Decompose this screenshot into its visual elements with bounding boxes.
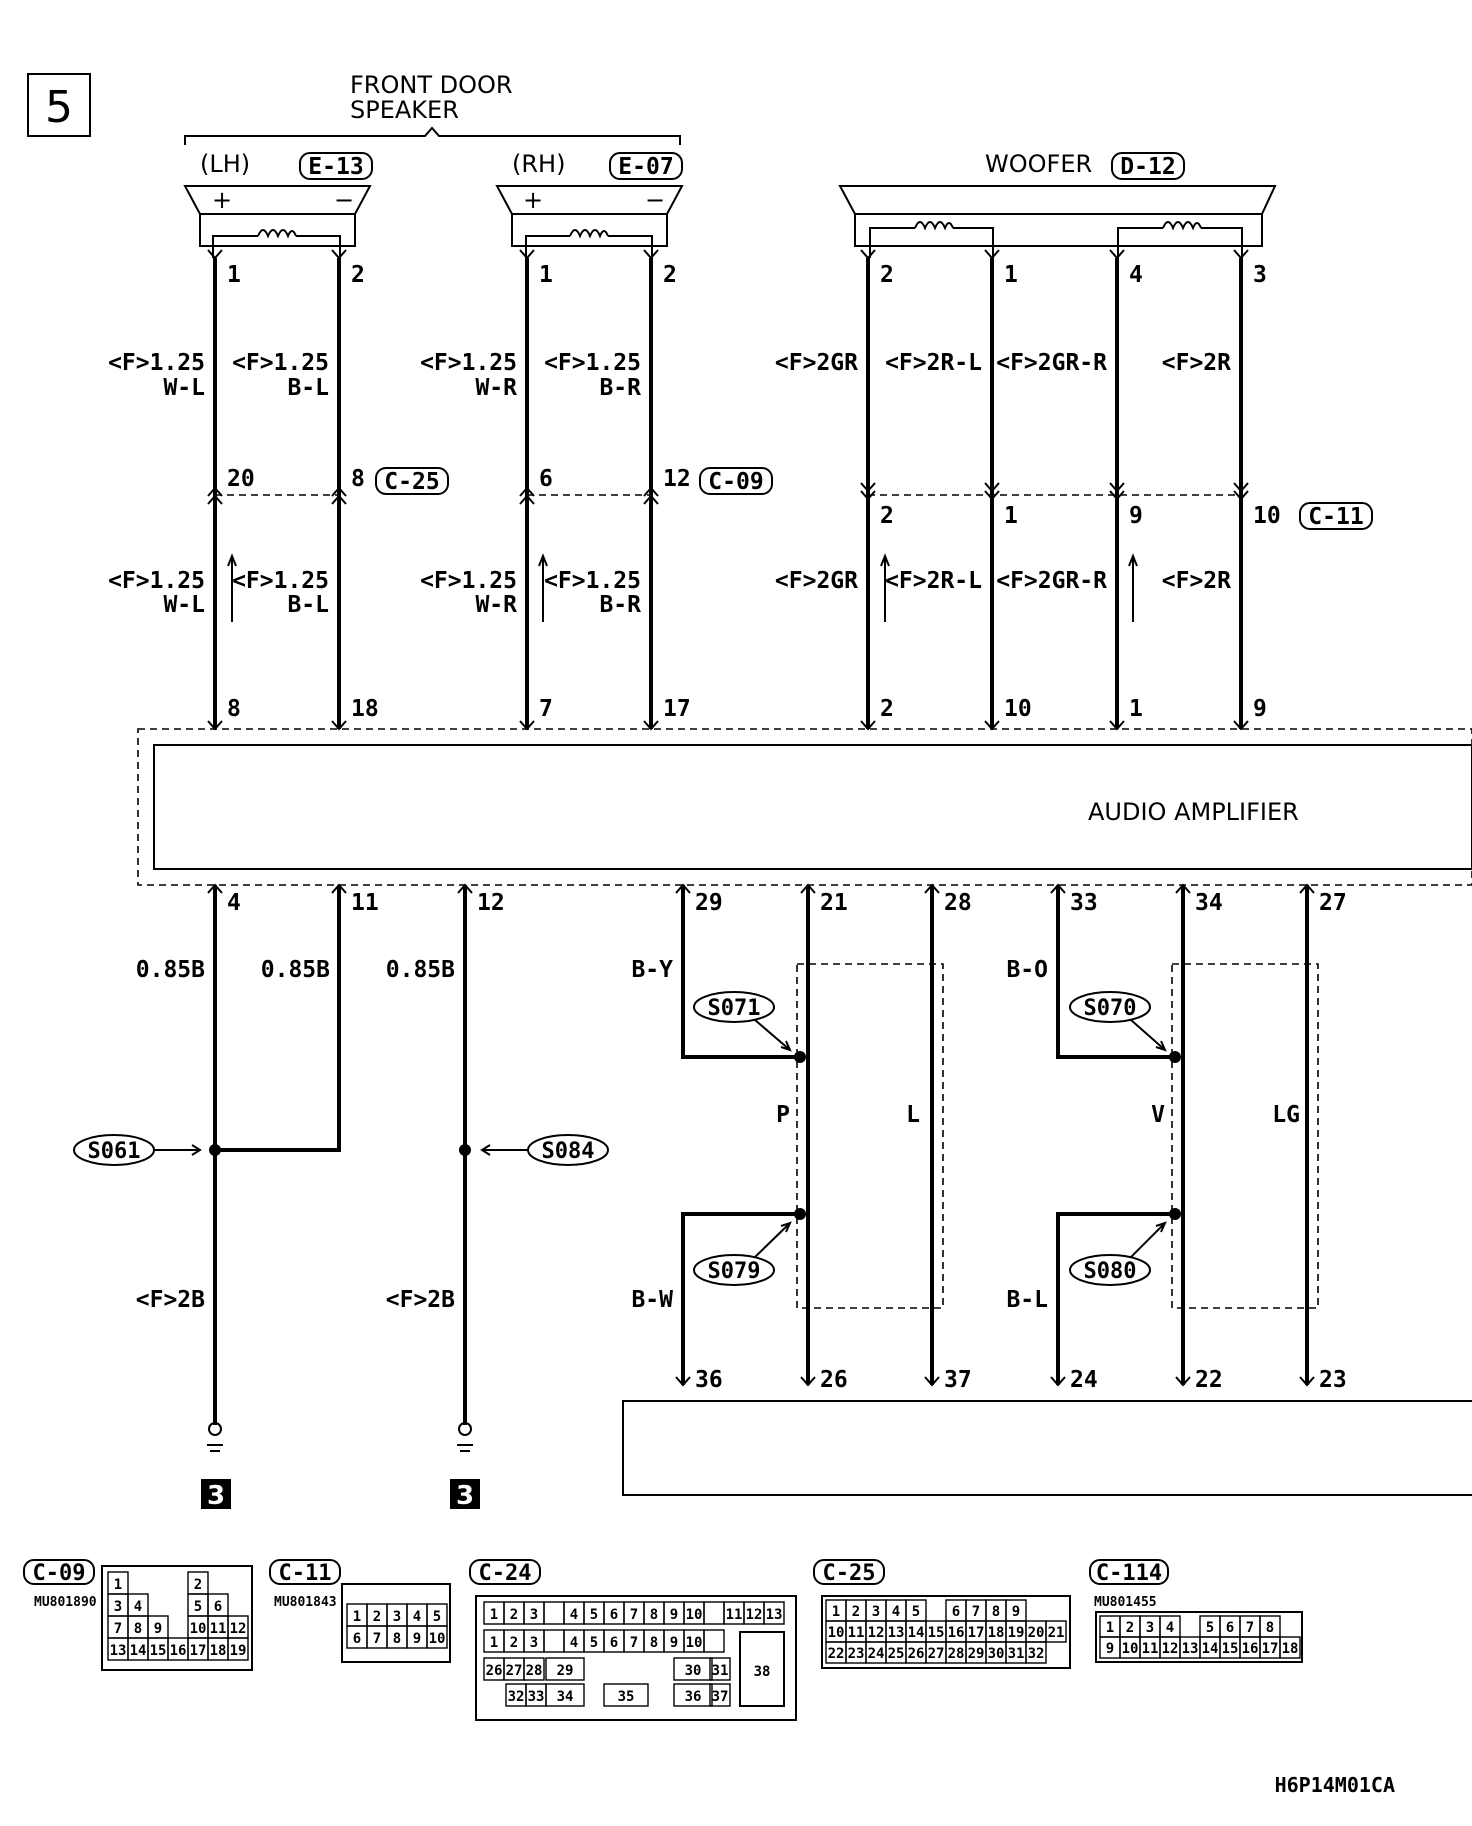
splice-s071-node bbox=[794, 1051, 806, 1063]
splice-s080-label: S080 bbox=[1083, 1259, 1137, 1284]
legend-c25-pin: 7 bbox=[971, 1604, 981, 1620]
legend-c09-pin: 15 bbox=[149, 1643, 167, 1659]
ground-ref-rh: 3 bbox=[455, 1481, 475, 1511]
rh-speaker-connector: E-07 bbox=[618, 154, 674, 180]
speaker-wire-5-bottom-pin: 2 bbox=[880, 696, 894, 722]
speaker-wire-6-bottom-pin: 10 bbox=[1004, 696, 1032, 722]
v-lg-inline-connector bbox=[1172, 964, 1318, 1308]
speaker-wire-3-bottom-pin: 7 bbox=[539, 696, 553, 722]
speaker-wire-5-top-pin: 2 bbox=[880, 262, 894, 288]
speaker-wire-4-lower-code: <F>1.25 bbox=[544, 568, 641, 594]
woofer-label: WOOFER bbox=[985, 150, 1093, 178]
splice-s071-arrow bbox=[755, 1020, 790, 1050]
woofer-coil-2 bbox=[1118, 222, 1242, 258]
connector-legend bbox=[24, 1560, 1302, 1720]
output-wire-5-color: P bbox=[776, 1102, 790, 1128]
page-number: 5 bbox=[45, 82, 73, 133]
legend-c24-r4-pin: 35 bbox=[617, 1689, 635, 1705]
legend-c114-pin: 3 bbox=[1145, 1620, 1155, 1636]
splice-s079-node bbox=[794, 1208, 806, 1220]
speaker-wire-4-upper-color: B-R bbox=[599, 375, 641, 401]
splice-s084-arrow bbox=[482, 1145, 528, 1155]
legend-c24-r1-pin: 5 bbox=[589, 1607, 599, 1623]
legend-c25-pin: 21 bbox=[1047, 1625, 1065, 1641]
speaker-wire-6-mid-lower-pin: 1 bbox=[1004, 503, 1018, 529]
legend-c09-pin: 5 bbox=[193, 1599, 203, 1615]
ground-wire-lh-code: <F>2B bbox=[135, 1287, 205, 1313]
speaker-wire-7-top-pin: 4 bbox=[1129, 262, 1143, 288]
legend-c25-pin: 19 bbox=[1007, 1625, 1025, 1641]
legend-c09-pin: 3 bbox=[113, 1599, 123, 1615]
lh-speaker-side: (LH) bbox=[200, 150, 251, 178]
legend-c09-pin: 17 bbox=[189, 1643, 207, 1659]
output-wire-1-color: 0.85B bbox=[135, 957, 205, 983]
c09-mid-tag: C-09 bbox=[708, 469, 764, 495]
legend-c25-pin: 3 bbox=[871, 1604, 881, 1620]
output-wire-7-pin: 33 bbox=[1070, 890, 1098, 916]
legend-c25-pin: 10 bbox=[827, 1625, 845, 1641]
legend-c114-pin: 9 bbox=[1105, 1641, 1115, 1657]
legend-c11-pin: 8 bbox=[392, 1631, 402, 1647]
legend-c24-big-pin: 38 bbox=[753, 1664, 771, 1680]
legend-c24-r1-pin: 8 bbox=[649, 1607, 659, 1623]
legend-c114-pin: 10 bbox=[1121, 1641, 1139, 1657]
legend-c114-pin: 13 bbox=[1181, 1641, 1199, 1657]
speaker-wire-6-top-pin: 1 bbox=[1004, 262, 1018, 288]
speaker-wire-1-bottom-pin: 8 bbox=[227, 696, 241, 722]
legend-c114-pin: 18 bbox=[1281, 1641, 1299, 1657]
woofer-symbol bbox=[840, 186, 1275, 246]
legend-c25-pin: 31 bbox=[1007, 1646, 1025, 1662]
speaker-wire-1-top-fork bbox=[208, 250, 222, 258]
legend-c25-pin: 24 bbox=[867, 1646, 885, 1662]
speaker-wire-group bbox=[108, 250, 1281, 729]
signal-direction-arrow-4 bbox=[1129, 556, 1137, 622]
lh-speaker-plus: + bbox=[212, 186, 233, 214]
lh-speaker-minus: − bbox=[334, 186, 355, 214]
legend-c114-part: MU801455 bbox=[1094, 1595, 1157, 1610]
legend-c25-pin: 22 bbox=[827, 1646, 845, 1662]
legend-c25-pin: 30 bbox=[987, 1646, 1005, 1662]
legend-c24-r2-pin: 9 bbox=[669, 1635, 679, 1651]
legend-c24-r4-pin: 37 bbox=[711, 1689, 729, 1705]
speaker-wire-6-lower-code: <F>2R-L bbox=[885, 568, 982, 594]
ground-symbol-lh bbox=[207, 1423, 223, 1451]
speaker-wire-8-bottom-pin: 9 bbox=[1253, 696, 1267, 722]
speaker-wire-2-lower-code: <F>1.25 bbox=[232, 568, 329, 594]
legend-c09-part: MU801890 bbox=[34, 1595, 97, 1610]
legend-c24-r4-pin: 33 bbox=[527, 1689, 545, 1705]
output-wire-6-pin: 28 bbox=[944, 890, 972, 916]
legend-c25-pin: 1 bbox=[831, 1604, 841, 1620]
figure-code: H6P14M01CA bbox=[1274, 1773, 1395, 1797]
lh-speaker-connector: E-13 bbox=[308, 154, 364, 180]
speaker-wire-2-upper-code: <F>1.25 bbox=[232, 350, 329, 376]
speaker-wire-8-top-pin: 3 bbox=[1253, 262, 1267, 288]
speaker-wire-1-mid-upper-pin: 20 bbox=[227, 466, 255, 492]
speaker-wire-7-bottom-pin: 1 bbox=[1129, 696, 1143, 722]
legend-c11-pin: 4 bbox=[412, 1609, 422, 1625]
output-wire-5-pin: 21 bbox=[820, 890, 848, 916]
speaker-wire-2-bottom-pin: 18 bbox=[351, 696, 379, 722]
output-wire-8-color: V bbox=[1151, 1102, 1165, 1128]
legend-c24-r1-pin: 11 bbox=[725, 1607, 743, 1623]
legend-c24-r2-cell bbox=[704, 1630, 724, 1652]
splice-s084-node bbox=[459, 1144, 471, 1156]
output-wire-2-color: 0.85B bbox=[260, 957, 330, 983]
b-w-branch bbox=[683, 1214, 800, 1385]
speaker-wire-8-upper-code: <F>2R bbox=[1161, 350, 1231, 376]
output-wire-6-color: L bbox=[906, 1102, 920, 1128]
speaker-wire-2-top-pin: 2 bbox=[351, 262, 365, 288]
legend-c09-pin: 16 bbox=[169, 1643, 187, 1659]
legend-c114-pin: 17 bbox=[1261, 1641, 1279, 1657]
legend-c09-pin: 4 bbox=[133, 1599, 143, 1615]
splice-s079-arrow bbox=[755, 1223, 790, 1257]
speaker-wire-3-mid-upper-pin: 6 bbox=[539, 466, 553, 492]
speaker-wire-8-mid-lower-pin: 10 bbox=[1253, 503, 1281, 529]
legend-c24-r1-pin: 7 bbox=[629, 1607, 639, 1623]
legend-c24-r3-pin: 27 bbox=[505, 1663, 523, 1679]
legend-c24-r1-pin: 9 bbox=[669, 1607, 679, 1623]
speaker-wire-1-top-pin: 1 bbox=[227, 262, 241, 288]
legend-c25-pin: 9 bbox=[1011, 1604, 1021, 1620]
legend-c24-r2-pin: 5 bbox=[589, 1635, 599, 1651]
speaker-wire-4-top-pin: 2 bbox=[663, 262, 677, 288]
legend-c24-r3-pin: 30 bbox=[684, 1663, 702, 1679]
legend-c25-pin: 18 bbox=[987, 1625, 1005, 1641]
legend-c25-pin: 29 bbox=[967, 1646, 985, 1662]
rh-speaker-coil bbox=[526, 230, 652, 258]
splice-s084-label: S084 bbox=[541, 1139, 595, 1164]
legend-c25-pin: 11 bbox=[847, 1625, 865, 1641]
legend-c24-r2-pin: 7 bbox=[629, 1635, 639, 1651]
legend-c24-r1-pin: 1 bbox=[489, 1607, 499, 1623]
legend-c25-id: C-25 bbox=[822, 1561, 876, 1586]
legend-c114-pin: 14 bbox=[1201, 1641, 1219, 1657]
speaker-wire-3-upper-color: W-R bbox=[475, 375, 517, 401]
legend-c114-pin: 4 bbox=[1165, 1620, 1175, 1636]
output-wire-5-lower-pin: 26 bbox=[820, 1367, 848, 1393]
legend-c24-r3-pin: 31 bbox=[711, 1663, 729, 1679]
output-wire-3-color: 0.85B bbox=[385, 957, 455, 983]
p-l-inline-connector bbox=[797, 964, 943, 1308]
legend-c24-id: C-24 bbox=[478, 1561, 532, 1586]
splice-s070-node bbox=[1169, 1051, 1181, 1063]
output-wire-4-lower-color: B-W bbox=[631, 1287, 673, 1313]
legend-c11-pin: 1 bbox=[352, 1609, 362, 1625]
c11-mid-tag: C-11 bbox=[1308, 504, 1364, 530]
speaker-wire-3-lower-code: <F>1.25 bbox=[420, 568, 517, 594]
splice-s080-arrow bbox=[1131, 1223, 1165, 1257]
speaker-group-title-2: SPEAKER bbox=[350, 96, 459, 124]
rh-speaker-side: (RH) bbox=[512, 150, 566, 178]
legend-c25-pin: 14 bbox=[907, 1625, 925, 1641]
legend-c25-pin: 26 bbox=[907, 1646, 925, 1662]
woofer-coil-1 bbox=[870, 222, 993, 258]
speaker-wire-4-mid-upper-pin: 12 bbox=[663, 466, 691, 492]
legend-c11-pin: 2 bbox=[372, 1609, 382, 1625]
speaker-wire-1-lower-color: W-L bbox=[163, 592, 205, 618]
output-wire-9-lower-pin: 23 bbox=[1319, 1367, 1347, 1393]
output-wire-6-lower-pin: 37 bbox=[944, 1367, 972, 1393]
speaker-wire-3-lower-color: W-R bbox=[475, 592, 517, 618]
legend-c24-r3-pin: 29 bbox=[556, 1663, 574, 1679]
speaker-wire-5-mid-lower-pin: 2 bbox=[880, 503, 894, 529]
legend-c25-pin: 23 bbox=[847, 1646, 865, 1662]
splice-s061-label: S061 bbox=[87, 1139, 141, 1164]
speaker-wire-1-upper-code: <F>1.25 bbox=[108, 350, 205, 376]
legend-c09-pin: 14 bbox=[129, 1643, 147, 1659]
rh-speaker-plus: + bbox=[523, 186, 544, 214]
legend-c114-pin: 16 bbox=[1241, 1641, 1259, 1657]
speaker-wire-6-upper-code: <F>2R-L bbox=[885, 350, 982, 376]
legend-c09-pin: 8 bbox=[133, 1621, 143, 1637]
legend-c25-pin: 13 bbox=[887, 1625, 905, 1641]
speaker-wire-5-lower-code: <F>2GR bbox=[774, 568, 858, 594]
legend-c25-pin: 6 bbox=[951, 1604, 961, 1620]
legend-c24-r1-pin: 3 bbox=[529, 1607, 539, 1623]
output-wire-7-lower-pin: 24 bbox=[1070, 1367, 1098, 1393]
splice-s080-node bbox=[1169, 1208, 1181, 1220]
legend-c24-r2-pin: 1 bbox=[489, 1635, 499, 1651]
speaker-wire-4-bottom-pin: 17 bbox=[663, 696, 691, 722]
legend-c09-pin: 9 bbox=[153, 1621, 163, 1637]
legend-c09-pin: 13 bbox=[109, 1643, 127, 1659]
legend-c25-pin: 4 bbox=[891, 1604, 901, 1620]
legend-c09-pin: 6 bbox=[213, 1599, 223, 1615]
splice-s071-label: S071 bbox=[707, 996, 761, 1021]
output-wire-9-pin: 27 bbox=[1319, 890, 1347, 916]
legend-c25-pin: 16 bbox=[947, 1625, 965, 1641]
legend-c11-pin: 9 bbox=[412, 1631, 422, 1647]
legend-c114-pin: 15 bbox=[1221, 1641, 1239, 1657]
legend-c25-pin: 8 bbox=[991, 1604, 1001, 1620]
output-wire-4-color: B-Y bbox=[631, 957, 673, 983]
output-wire-1-pin: 4 bbox=[227, 890, 241, 916]
output-wire-7-color: B-O bbox=[1006, 957, 1048, 983]
woofer-connector: D-12 bbox=[1120, 154, 1176, 180]
legend-c24-r1-pin: 2 bbox=[509, 1607, 519, 1623]
legend-c09-pin: 2 bbox=[193, 1577, 203, 1593]
legend-c24-r1-pin: 13 bbox=[765, 1607, 783, 1623]
legend-c24-r3-pin: 28 bbox=[525, 1663, 543, 1679]
legend-c114-pin: 11 bbox=[1141, 1641, 1159, 1657]
legend-c114-pin: 7 bbox=[1245, 1620, 1255, 1636]
legend-c25-pin: 25 bbox=[887, 1646, 905, 1662]
speaker-group-title-1: FRONT DOOR bbox=[350, 71, 513, 99]
legend-c24-r1-cell bbox=[544, 1602, 564, 1624]
legend-c25-pin: 2 bbox=[851, 1604, 861, 1620]
speaker-wire-1-lower-code: <F>1.25 bbox=[108, 568, 205, 594]
c25-mid-tag: C-25 bbox=[384, 469, 440, 495]
splice-s070-label: S070 bbox=[1083, 996, 1137, 1021]
legend-c09-pin: 12 bbox=[229, 1621, 247, 1637]
legend-c25-pin: 20 bbox=[1027, 1625, 1045, 1641]
legend-c24-r2-pin: 10 bbox=[685, 1635, 703, 1651]
speaker-wire-2-upper-color: B-L bbox=[287, 375, 329, 401]
legend-c09-pin: 11 bbox=[209, 1621, 227, 1637]
legend-c11-pin: 5 bbox=[432, 1609, 442, 1625]
output-wire-8-pin: 34 bbox=[1195, 890, 1223, 916]
legend-c114-pin: 12 bbox=[1161, 1641, 1179, 1657]
legend-c114-pin: 1 bbox=[1105, 1620, 1115, 1636]
lh-speaker-coil bbox=[213, 230, 340, 258]
legend-c24-r2-pin: 8 bbox=[649, 1635, 659, 1651]
splice-s061-node bbox=[209, 1144, 221, 1156]
legend-c25-pin: 5 bbox=[911, 1604, 921, 1620]
ground-ref-lh: 3 bbox=[206, 1481, 226, 1511]
legend-c09-pin: 10 bbox=[189, 1621, 207, 1637]
legend-c11-pin: 3 bbox=[392, 1609, 402, 1625]
speaker-wire-1-upper-color: W-L bbox=[163, 375, 205, 401]
legend-c25-pin: 32 bbox=[1027, 1646, 1045, 1662]
legend-c24-r3-pin: 26 bbox=[485, 1663, 503, 1679]
legend-c114-pin: 5 bbox=[1205, 1620, 1215, 1636]
legend-c24-r4-pin: 36 bbox=[684, 1689, 702, 1705]
legend-c114-pin: 8 bbox=[1265, 1620, 1275, 1636]
legend-c114-id: C-114 bbox=[1095, 1561, 1163, 1586]
legend-c24-r1-pin: 6 bbox=[609, 1607, 619, 1623]
legend-c25-pin: 17 bbox=[967, 1625, 985, 1641]
legend-c25-pin: 28 bbox=[947, 1646, 965, 1662]
legend-c24-r1-pin: 12 bbox=[745, 1607, 763, 1623]
legend-c24-r1-cell bbox=[704, 1602, 724, 1624]
amplifier-label: AUDIO AMPLIFIER bbox=[1088, 798, 1299, 826]
output-wire-2-pin: 11 bbox=[351, 890, 379, 916]
speaker-wire-3-upper-code: <F>1.25 bbox=[420, 350, 517, 376]
rh-speaker-minus: − bbox=[645, 186, 666, 214]
b-l-branch bbox=[1058, 1214, 1175, 1385]
legend-c25-pin: 12 bbox=[867, 1625, 885, 1641]
legend-c25-pin: 15 bbox=[927, 1625, 945, 1641]
lower-component-box bbox=[623, 1401, 1472, 1495]
legend-c24-r4-pin: 34 bbox=[556, 1689, 574, 1705]
speaker-wire-2-mid-upper-pin: 8 bbox=[351, 466, 365, 492]
speaker-wire-4-lower-color: B-R bbox=[599, 592, 641, 618]
speaker-wire-3-top-pin: 1 bbox=[539, 262, 553, 288]
output-wire-9-color: LG bbox=[1272, 1102, 1300, 1128]
legend-c114-pin: 6 bbox=[1225, 1620, 1235, 1636]
legend-c24-r2-pin: 2 bbox=[509, 1635, 519, 1651]
legend-c24-r2-pin: 3 bbox=[529, 1635, 539, 1651]
speaker-wire-7-mid-lower-pin: 9 bbox=[1129, 503, 1143, 529]
ground-wire-rh-code: <F>2B bbox=[385, 1287, 455, 1313]
output-wire-7-lower-color: B-L bbox=[1006, 1287, 1048, 1313]
splice-s061-arrow bbox=[154, 1145, 200, 1155]
legend-c11-pin: 10 bbox=[428, 1631, 446, 1647]
legend-c11-pin: 7 bbox=[372, 1631, 382, 1647]
speaker-group-brace bbox=[185, 128, 680, 145]
output-wire-4-lower-pin: 36 bbox=[695, 1367, 723, 1393]
output-wire-3-pin: 12 bbox=[477, 890, 505, 916]
legend-c11-pin: 6 bbox=[352, 1631, 362, 1647]
output-wire-8-lower-pin: 22 bbox=[1195, 1367, 1223, 1393]
legend-c24-r2-cell bbox=[544, 1630, 564, 1652]
legend-c24-r4-pin: 32 bbox=[507, 1689, 525, 1705]
speaker-wire-5-upper-code: <F>2GR bbox=[774, 350, 858, 376]
legend-c09-pin: 19 bbox=[229, 1643, 247, 1659]
splice-s079-label: S079 bbox=[707, 1259, 761, 1284]
speaker-wire-7-lower-code: <F>2GR-R bbox=[996, 568, 1107, 594]
speaker-wire-4-upper-code: <F>1.25 bbox=[544, 350, 641, 376]
legend-c24-r2-pin: 4 bbox=[569, 1635, 579, 1651]
legend-c114-pin: 2 bbox=[1125, 1620, 1135, 1636]
legend-c25-pin: 27 bbox=[927, 1646, 945, 1662]
splice-s070-arrow bbox=[1131, 1020, 1165, 1050]
speaker-wire-8-lower-code: <F>2R bbox=[1161, 568, 1231, 594]
legend-c09-pin: 18 bbox=[209, 1643, 227, 1659]
output-wire-4-pin: 29 bbox=[695, 890, 723, 916]
legend-c09-pin: 1 bbox=[113, 1577, 123, 1593]
speaker-wire-7-upper-code: <F>2GR-R bbox=[996, 350, 1107, 376]
ground-symbol-rh bbox=[457, 1423, 473, 1451]
legend-c09-pin: 7 bbox=[113, 1621, 123, 1637]
amplifier-output-wire-group bbox=[136, 885, 1347, 1393]
legend-c24-r2-pin: 6 bbox=[609, 1635, 619, 1651]
legend-c11-part: MU801843 bbox=[274, 1595, 337, 1610]
speaker-wire-5-top-fork bbox=[861, 250, 875, 258]
legend-c11-id: C-11 bbox=[278, 1561, 332, 1586]
legend-c24-r1-pin: 4 bbox=[569, 1607, 579, 1623]
legend-c24-r1-pin: 10 bbox=[685, 1607, 703, 1623]
speaker-wire-2-lower-color: B-L bbox=[287, 592, 329, 618]
legend-c09-id: C-09 bbox=[32, 1561, 86, 1586]
